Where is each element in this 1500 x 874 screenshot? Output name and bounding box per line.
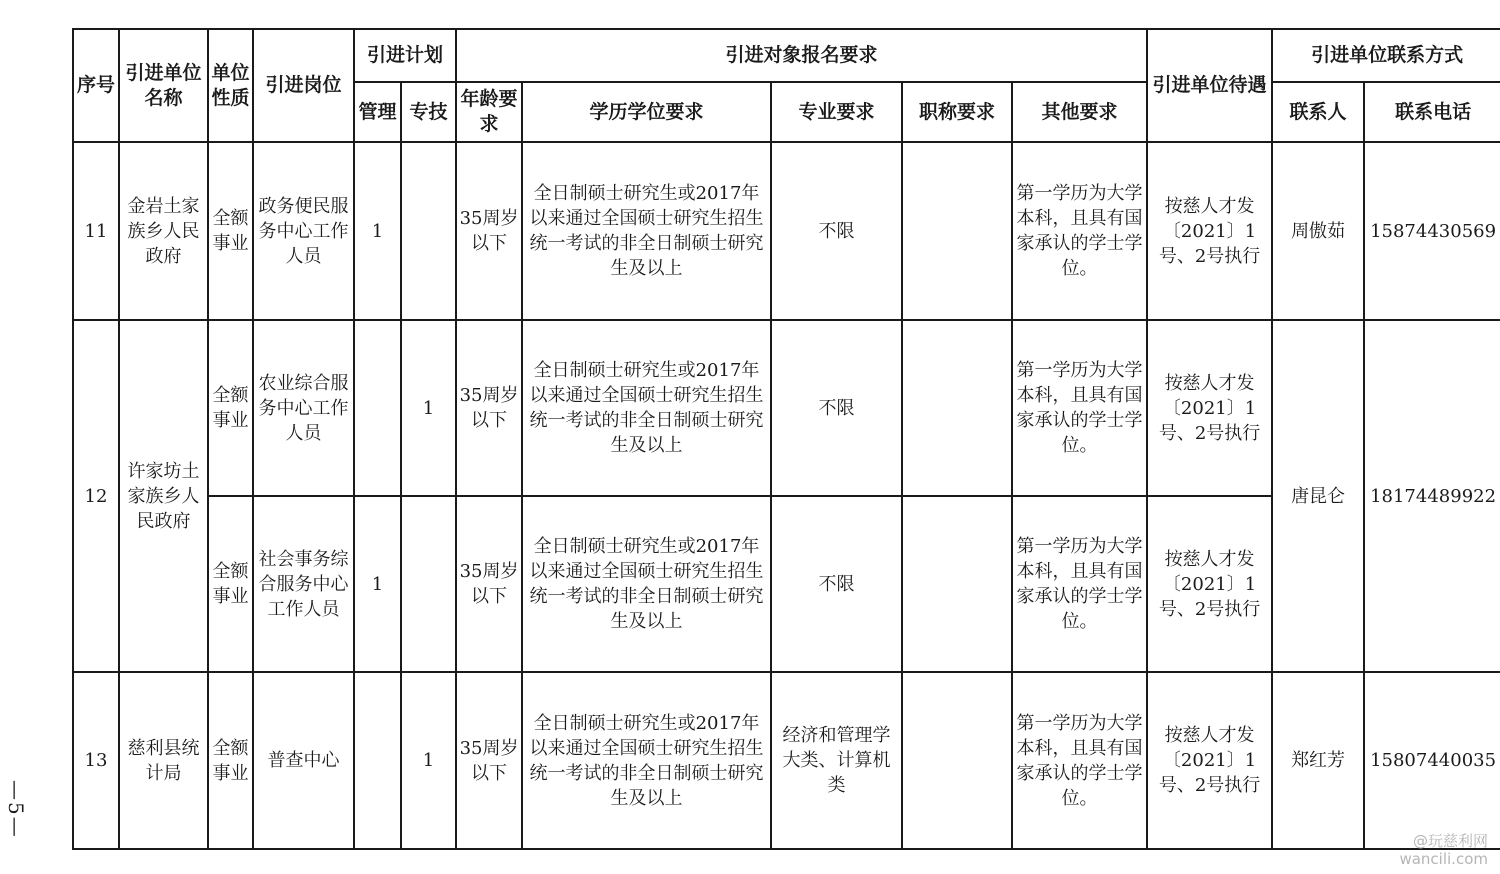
- unit-name-cell: 许家坊土家族乡人民政府: [119, 320, 208, 672]
- education-cell: 全日制硕士研究生或2017年以来通过全国硕士研究生招生统一考试的非全日制硕士研究生及以上: [522, 320, 771, 496]
- major-cell: 经济和管理学大类、计算机类: [771, 672, 902, 849]
- header-plan: 引进计划: [354, 29, 456, 82]
- header-other: 其他要求: [1012, 82, 1147, 142]
- benefits-cell: 按慈人才发〔2021〕1号、2号执行: [1147, 672, 1272, 849]
- contact-person-cell: 郑红芳: [1272, 672, 1364, 849]
- post-cell: 普查中心: [253, 672, 354, 849]
- post-cell: 农业综合服务中心工作人员: [253, 320, 354, 496]
- header-major: 专业要求: [771, 82, 902, 142]
- post-cell: 社会事务综合服务中心工作人员: [253, 496, 354, 672]
- table-row: [73, 320, 1500, 496]
- unit-name-cell: 慈利县统计局: [119, 672, 208, 849]
- header-requirements: 引进对象报名要求: [456, 29, 1147, 82]
- table-row: [73, 672, 1500, 849]
- header-unit-type: 单位性质: [208, 29, 253, 142]
- age-cell: 35周岁以下: [456, 320, 522, 496]
- plan-tech-cell: 1: [401, 320, 456, 496]
- contact-phone-cell: 15874430569: [1364, 142, 1500, 320]
- header-contact-group: 引进单位联系方式: [1272, 29, 1500, 82]
- plan-mgmt-cell: 1: [354, 142, 401, 320]
- plan-tech-cell: [401, 496, 456, 672]
- table-row: [73, 142, 1500, 320]
- header-benefits: 引进单位待遇: [1147, 29, 1272, 142]
- plan-mgmt-cell: [354, 672, 401, 849]
- header-contact-phone: 联系电话: [1364, 82, 1500, 142]
- benefits-cell: 按慈人才发〔2021〕1号、2号执行: [1147, 142, 1272, 320]
- title-cell: [902, 142, 1012, 320]
- contact-phone-cell: 18174489922: [1364, 320, 1500, 672]
- watermark-line-2: wancili.com: [1399, 850, 1488, 868]
- seq-cell: 11: [73, 142, 119, 320]
- header-plan-tech: 专技: [401, 82, 456, 142]
- header-age: 年龄要求: [456, 82, 522, 142]
- watermark-line-1: @玩慈利网: [1412, 832, 1488, 850]
- age-cell: 35周岁以下: [456, 142, 522, 320]
- seq-cell: 12: [73, 320, 119, 672]
- other-cell: 第一学历为大学本科，且具有国家承认的学士学位。: [1012, 496, 1147, 672]
- unit-type-cell: 全额事业: [208, 320, 253, 496]
- title-cell: [902, 496, 1012, 672]
- other-cell: 第一学历为大学本科，且具有国家承认的学士学位。: [1012, 320, 1147, 496]
- benefits-cell: 按慈人才发〔2021〕1号、2号执行: [1147, 496, 1272, 672]
- header-seq: 序号: [73, 29, 119, 142]
- plan-mgmt-cell: [354, 320, 401, 496]
- header-title: 职称要求: [902, 82, 1012, 142]
- plan-mgmt-cell: 1: [354, 496, 401, 672]
- recruitment-table: [72, 28, 1500, 850]
- age-cell: 35周岁以下: [456, 672, 522, 849]
- header-unit-name: 引进单位名称: [119, 29, 208, 142]
- contact-person-cell: 周傲茹: [1272, 142, 1364, 320]
- watermark: [1399, 832, 1488, 868]
- benefits-cell: 按慈人才发〔2021〕1号、2号执行: [1147, 320, 1272, 496]
- unit-name-cell: 金岩土家族乡人民政府: [119, 142, 208, 320]
- other-cell: 第一学历为大学本科，且具有国家承认的学士学位。: [1012, 672, 1147, 849]
- education-cell: 全日制硕士研究生或2017年以来通过全国硕士研究生招生统一考试的非全日制硕士研究生及以上: [522, 142, 771, 320]
- contact-person-cell: 唐昆仑: [1272, 320, 1364, 672]
- page-number: —5—: [4, 780, 28, 839]
- education-cell: 全日制硕士研究生或2017年以来通过全国硕士研究生招生统一考试的非全日制硕士研究生及以上: [522, 672, 771, 849]
- other-cell: 第一学历为大学本科，且具有国家承认的学士学位。: [1012, 142, 1147, 320]
- major-cell: 不限: [771, 320, 902, 496]
- post-cell: 政务便民服务中心工作人员: [253, 142, 354, 320]
- age-cell: 35周岁以下: [456, 496, 522, 672]
- plan-tech-cell: 1: [401, 672, 456, 849]
- unit-type-cell: 全额事业: [208, 672, 253, 849]
- plan-tech-cell: [401, 142, 456, 320]
- header-education: 学历学位要求: [522, 82, 771, 142]
- header-contact-person: 联系人: [1272, 82, 1364, 142]
- contact-phone-cell: 15807440035: [1364, 672, 1500, 849]
- seq-cell: 13: [73, 672, 119, 849]
- title-cell: [902, 320, 1012, 496]
- major-cell: 不限: [771, 142, 902, 320]
- header-post: 引进岗位: [253, 29, 354, 142]
- major-cell: 不限: [771, 496, 902, 672]
- unit-type-cell: 全额事业: [208, 142, 253, 320]
- header-plan-mgmt: 管理: [354, 82, 401, 142]
- title-cell: [902, 672, 1012, 849]
- education-cell: 全日制硕士研究生或2017年以来通过全国硕士研究生招生统一考试的非全日制硕士研究生及以上: [522, 496, 771, 672]
- unit-type-cell: 全额事业: [208, 496, 253, 672]
